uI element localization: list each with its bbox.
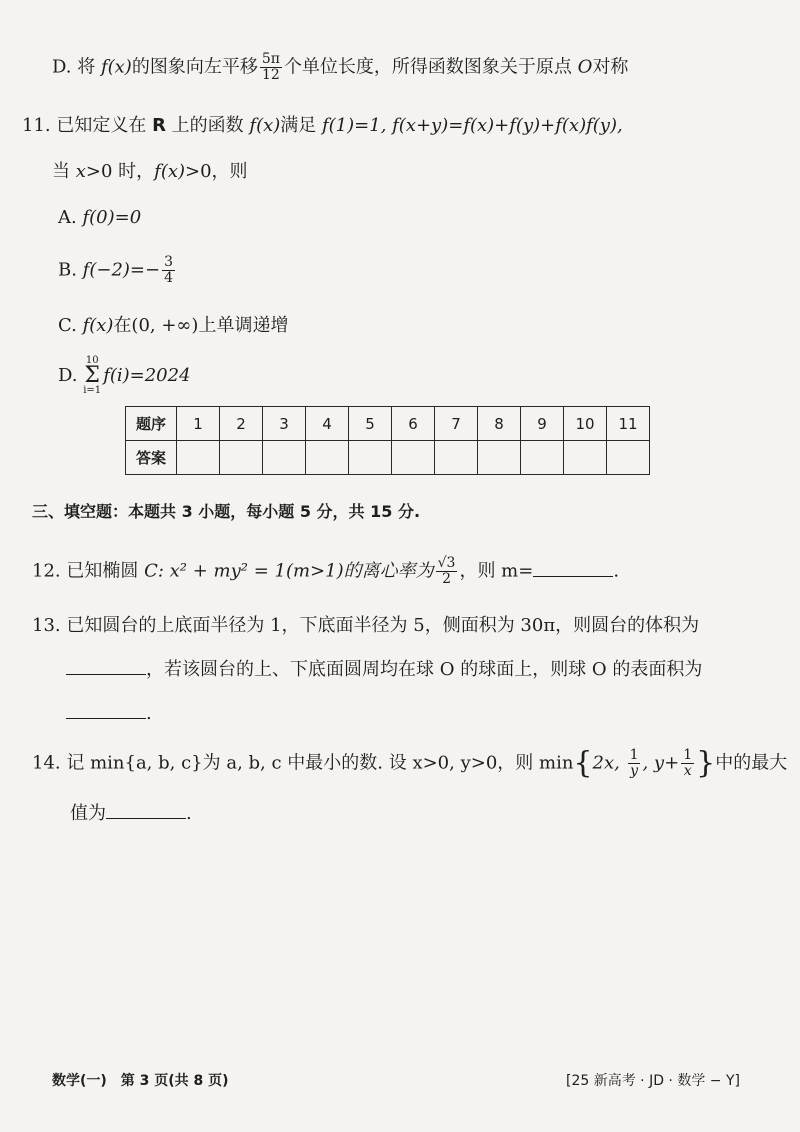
question-number-cell: 11 — [607, 407, 650, 441]
q14-frac1 — [628, 748, 641, 779]
q11-fx: f(x) — [249, 115, 281, 136]
q12-post: ，则 m= — [459, 560, 534, 582]
q11-stem-line1 — [22, 112, 623, 140]
answer-cell[interactable] — [306, 441, 349, 475]
q10-d-mid: 的图象向左平移 — [131, 56, 258, 78]
answer-table-answer-row — [126, 441, 650, 475]
q11-a-label: A. — [58, 207, 83, 228]
question-number-cell: 2 — [220, 407, 263, 441]
question-number-cell: 10 — [564, 407, 607, 441]
q11-d-label: D. — [58, 365, 84, 386]
q12-end: . — [613, 560, 620, 582]
q11-x: x — [75, 161, 86, 182]
q11-a-text: f(0)=0 — [82, 207, 142, 228]
footer-exam-code: [25 新高考 · JD · 数学 − Y] — [566, 1073, 740, 1089]
sum-lower: i=1 — [83, 385, 102, 396]
question-number-cell: 1 — [177, 407, 220, 441]
q13-line1: 13. 已知圆台的上底面半径为 1，下底面半径为 5，侧面积为 30π，则圆台的体积为 — [32, 615, 700, 636]
q13-line2-text: ，若该圆台的上、下底面圆周均在球 O 的球面上，则球 O 的表面积为 — [146, 659, 703, 680]
answer-cell[interactable] — [521, 441, 564, 475]
q14-left-brace: { — [573, 745, 593, 781]
q11-b-fraction — [162, 255, 175, 286]
q11-stem-c: 满足 — [280, 115, 322, 136]
q10-d-origin: O — [577, 56, 593, 78]
q11-option-b — [58, 255, 177, 286]
q10-d-frac-den: 12 — [261, 67, 280, 83]
q10-d-prefix: D. 将 — [52, 56, 101, 78]
answer-cell[interactable] — [564, 441, 607, 475]
q14-frac1-den: y — [630, 763, 638, 779]
q11-b-label: B. — [58, 259, 83, 281]
q14-answer-blank[interactable] — [106, 800, 186, 819]
summation — [83, 356, 101, 396]
q12-answer-blank[interactable] — [533, 558, 613, 577]
answer-cell[interactable] — [220, 441, 263, 475]
q13-volume-blank[interactable] — [66, 656, 146, 675]
answer-cell[interactable] — [263, 441, 306, 475]
answer-cell[interactable] — [177, 441, 220, 475]
q14-line2 — [70, 800, 192, 828]
q11-stem2-b: >0 时， — [85, 161, 155, 182]
question-number-cell: 7 — [435, 407, 478, 441]
sum-sigma: Σ — [84, 363, 100, 388]
answer-table — [125, 406, 650, 475]
q14-frac2-num: 1 — [683, 747, 693, 763]
header-label-cell: 题序 — [126, 407, 177, 441]
q10-option-d — [52, 52, 628, 83]
q13-line3 — [66, 700, 152, 728]
q14-prefix: 14. 记 min{a, b, c}为 a, b, c 中最小的数. 设 x>0, y>0，则 min — [32, 752, 574, 774]
q11-b-text: f(−2)=− — [82, 259, 161, 281]
q12-prefix: 12. 已知椭圆 — [32, 560, 145, 582]
q12-frac-num: √3 — [437, 555, 456, 571]
q10-d-post: 个单位长度，所得函数图象关于原点 — [283, 56, 578, 78]
q11-stem2-a: 当 — [52, 161, 76, 182]
q11-stem2-c: >0，则 — [185, 161, 248, 182]
sum-upper: 10 — [85, 355, 99, 366]
q14-end: . — [186, 803, 192, 824]
q12-ellipse-name: C — [144, 560, 158, 582]
answer-cell[interactable] — [349, 441, 392, 475]
q14-line2-text: 值为 — [70, 803, 106, 824]
q11-stem-a: 11. 已知定义在 — [22, 115, 153, 136]
q10-d-fx: f(x) — [100, 56, 132, 78]
q11-b-num: 3 — [164, 254, 173, 270]
question-number-cell: 8 — [478, 407, 521, 441]
q13-area-blank[interactable] — [66, 700, 146, 719]
q11-stem-line2 — [52, 158, 248, 186]
q14-line1 — [32, 745, 788, 781]
question-number-cell: 6 — [392, 407, 435, 441]
answer-table-header-row — [126, 407, 650, 441]
q12-equation: : x² + my² = 1(m>1)的离心率为 — [157, 560, 434, 582]
answer-cell[interactable] — [607, 441, 650, 475]
answer-cell[interactable] — [478, 441, 521, 475]
question-number-cell: 9 — [521, 407, 564, 441]
q11-c-label: C. — [58, 315, 83, 336]
q11-condition: f(1)=1, f(x+y)=f(x)+f(y)+f(x)f(y), — [322, 115, 623, 136]
question-number-cell: 3 — [263, 407, 306, 441]
q14-frac1-num: 1 — [629, 747, 639, 763]
q14-frac2 — [681, 748, 694, 779]
q14-right-brace: } — [696, 745, 716, 781]
q11-c-fx: f(x) — [82, 315, 114, 336]
q14-post: 中的最大 — [715, 752, 788, 774]
q13-end: . — [146, 703, 152, 724]
q12-fraction — [436, 556, 458, 587]
q10-d-end: 对称 — [592, 56, 629, 78]
q11-fx2: f(x) — [154, 161, 186, 182]
question-number-cell: 4 — [306, 407, 349, 441]
q14-term1: 2x, — [592, 752, 626, 774]
q13-line2 — [66, 656, 702, 684]
q11-real-set: R — [152, 115, 166, 136]
q12-frac-den: 2 — [442, 571, 451, 587]
q10-d-fraction — [260, 52, 282, 83]
q12-line — [32, 556, 619, 587]
answer-cell[interactable] — [392, 441, 435, 475]
answer-cell[interactable] — [435, 441, 478, 475]
answer-label-cell: 答案 — [126, 441, 177, 475]
q14-term2: , y+ — [642, 752, 680, 774]
q11-b-den: 4 — [164, 270, 173, 286]
q11-option-c — [58, 312, 288, 340]
q11-option-a — [58, 204, 141, 232]
q11-stem-b: 上的函数 — [165, 115, 250, 136]
q10-d-frac-num: 5π — [261, 51, 280, 67]
q11-c-text: 在(0, +∞)上单调递增 — [113, 315, 289, 336]
section-3-title: 三、填空题：本题共 3 小题，每小题 5 分，共 15 分. — [32, 502, 421, 521]
q11-option-d — [58, 356, 191, 396]
question-number-cell: 5 — [349, 407, 392, 441]
footer-page-info: 数学(一) 第 3 页(共 8 页) — [52, 1073, 229, 1089]
q14-frac2-den: x — [683, 763, 692, 779]
q11-d-text: f(i)=2024 — [103, 365, 191, 386]
